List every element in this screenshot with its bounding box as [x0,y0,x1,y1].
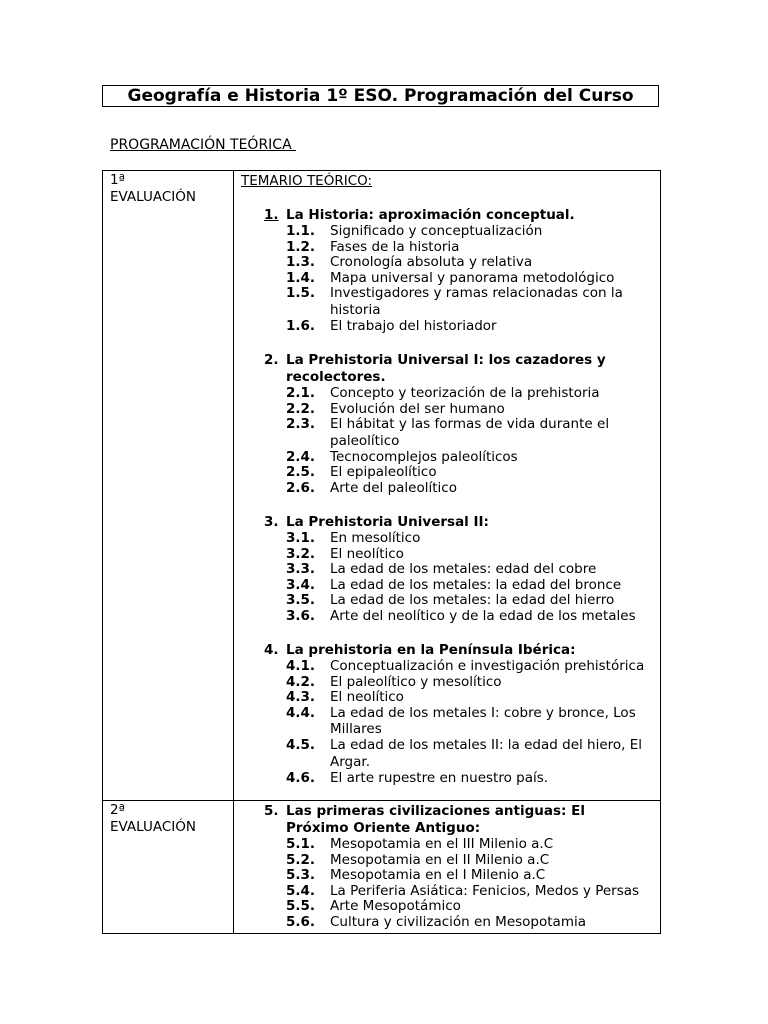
list-item [264,271,660,287]
list-item [264,578,660,594]
item-number: 2.5. [286,464,316,480]
item-text: Arte Mesopotámico [330,898,461,914]
item-text: Conceptualización e investigación prehistórica [330,658,645,674]
table-row [103,171,661,801]
item-text: Arte del neolítico y de la edad de los metales [330,607,636,624]
item-number: 4.1. [286,658,316,674]
list-item [264,402,660,418]
item-text: Mesopotamia en el I Milenio a.C [330,867,546,883]
item-number: 5.6. [286,913,316,930]
content-cell [234,171,661,801]
item-number: 2.1. [286,385,316,401]
item-text: El neolítico [330,689,404,705]
item-number: 2.4. [286,448,316,465]
item-text: El neolítico [330,545,404,562]
list-item [264,450,660,466]
list-item [264,417,660,433]
item-text: El paleolítico y mesolítico [330,673,502,690]
item-text: Cultura y civilización en Mesopotamia [330,913,586,930]
list-item [264,899,660,915]
unit-title: La Historia: aproximación conceptual. [286,207,575,223]
item-number: 4.6. [286,769,316,786]
list-item [264,481,660,497]
unit [264,514,660,624]
list-item [264,915,660,931]
unit-number: 3. [264,514,279,530]
item-text: La edad de los metales: la edad del bronce [330,576,622,593]
unit-number: 2. [264,352,279,368]
item-number: 5.2. [286,851,316,868]
unit-heading [264,514,660,531]
temario-label: TEMARIO TEÓRICO: [241,173,373,189]
evaluation-cell [103,171,234,801]
list-item [264,386,660,402]
item-number: 3.2. [286,545,316,562]
unit-heading [264,207,660,224]
item-number: 3.6. [286,607,316,624]
table-row [103,801,661,934]
list-item [264,465,660,481]
item-text: Cronología absoluta y relativa [330,254,533,270]
item-number: 1.1. [286,223,316,239]
unit-number: 5. [264,803,279,819]
item-text: La edad de los metales I: cobre y bronce, Los [330,704,636,721]
document-title: Geografía e Historia 1º ESO. Programación del Curso [102,85,659,107]
unit-title: La Prehistoria Universal II: [286,514,489,530]
item-text: Mapa universal y panorama metodológico [330,269,615,286]
item-text: La edad de los metales II: la edad del hiero, El [330,737,643,753]
list-item [264,771,660,787]
item-text: Significado y conceptualización [330,223,543,239]
list-item [264,868,660,884]
item-continuation: Argar. [330,753,370,770]
item-number: 3.1. [286,530,316,546]
item-continuation: Millares [330,721,382,737]
list-item [264,240,660,256]
item-text: El arte rupestre en nuestro país. [330,769,549,786]
unit [264,803,660,930]
list-item [264,837,660,853]
unit-heading [264,642,660,659]
item-number: 3.4. [286,576,316,593]
list-item [264,706,660,722]
item-continuation: historia [330,301,381,318]
program-table [102,170,661,934]
list-item [264,562,660,578]
unit-number: 4. [264,642,279,658]
item-number: 5.1. [286,836,316,852]
unit [264,352,660,496]
item-number: 4.5. [286,737,316,753]
list-item [264,853,660,869]
unit [264,207,660,334]
item-number: 1.6. [286,317,316,334]
list-item [264,224,660,240]
list-item [264,690,660,706]
item-text: La edad de los metales: edad del cobre [330,561,597,577]
item-number: 1.3. [286,254,316,270]
item-number: 1.5. [286,285,316,301]
list-item [264,738,660,754]
item-number: 5.4. [286,882,316,899]
item-text: Fases de la historia [330,238,460,255]
item-number: 4.2. [286,673,316,690]
item-text: Investigadores y ramas relacionadas con la [330,285,623,301]
list-item [264,286,660,302]
item-number: 5.5. [286,898,316,914]
list-item [264,675,660,691]
item-number: 5.3. [286,867,316,883]
item-text: La Periferia Asiática: Fenicios, Medos y Persas [330,882,640,899]
item-text: El epipaleolítico [330,464,437,480]
item-text: En mesolítico [330,530,421,546]
list-item [264,593,660,609]
content-cell [234,801,661,934]
item-text: El trabajo del historiador [330,317,497,334]
item-number: 1.2. [286,238,316,255]
unit-heading [264,803,660,837]
item-number: 2.3. [286,416,316,432]
unit-title: La Prehistoria Universal I: los cazadores y recolectores. [286,352,606,385]
item-text: Mesopotamia en el III Milenio a.C [330,836,554,852]
unit-title: La prehistoria en la Península Ibérica: [286,642,576,658]
item-text: Arte del paleolítico [330,479,457,496]
item-number: 1.4. [286,269,316,286]
item-text: Evolución del ser humano [330,400,505,417]
item-text: Concepto y teorización de la prehistoria [330,385,600,401]
item-number: 3.3. [286,561,316,577]
evaluation-number: 2ª [110,802,125,818]
item-number: 2.2. [286,400,316,417]
unit-title: Las primeras civilizaciones antiguas: El Próximo Oriente Antiguo: [286,803,585,836]
section-heading: PROGRAMACIÓN TEÓRICA [110,137,297,153]
item-number: 4.4. [286,704,316,721]
unit-heading [264,352,660,386]
evaluation-label: EVALUACIÓN [110,819,196,835]
list-item [264,255,660,271]
evaluation-label: EVALUACIÓN [110,189,196,205]
item-continuation: paleolítico [330,432,400,449]
item-number: 3.5. [286,592,316,608]
list-item [264,884,660,900]
item-number: 4.3. [286,689,316,705]
item-text: El hábitat y las formas de vida durante el [330,416,610,432]
unit-number: 1. [264,207,279,223]
list-item [264,609,660,625]
list-item [264,531,660,547]
evaluation-number: 1ª [110,172,125,188]
item-text: Tecnocomplejos paleolíticos [330,448,518,465]
unit [264,642,660,786]
list-item [264,659,660,675]
list-item [264,547,660,563]
evaluation-cell [103,801,234,934]
item-text: La edad de los metales: la edad del hierro [330,592,615,608]
list-item [264,319,660,335]
item-text: Mesopotamia en el II Milenio a.C [330,851,550,868]
item-number: 2.6. [286,479,316,496]
